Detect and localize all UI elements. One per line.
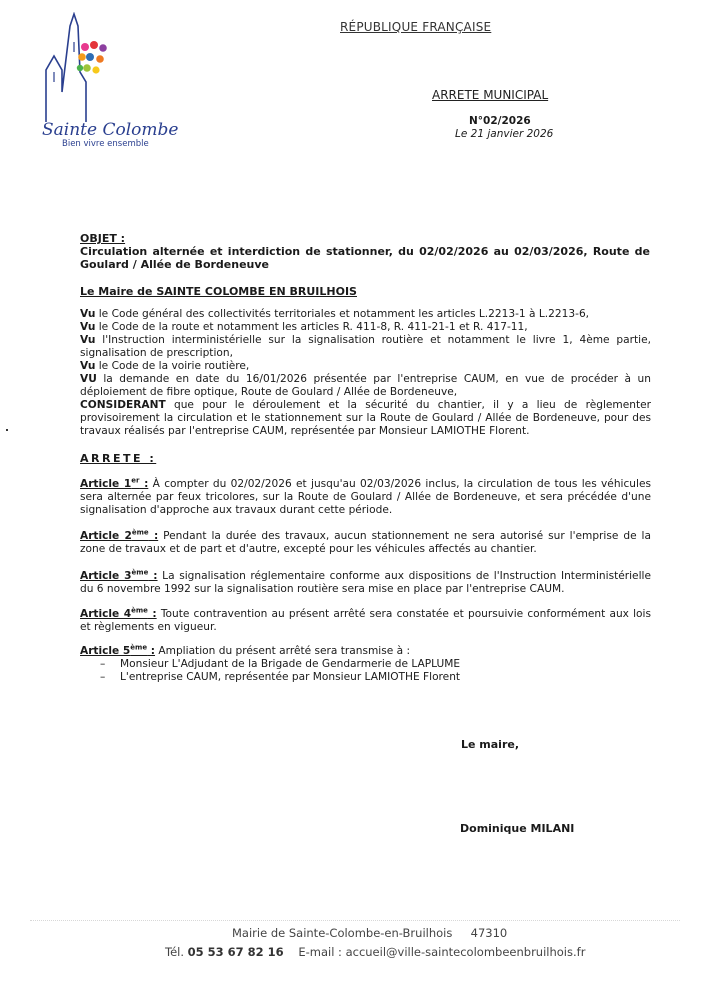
article-label: Article 4ème : [80,606,157,620]
footer-email: E-mail : accueil@ville-saintecolombeenbruilhois.fr [298,945,586,959]
footer-contact [165,945,585,959]
footer-tel-label: Tél. [165,945,184,959]
signature-title: Le maire, [461,738,520,751]
consideration-item: VU la demande en date du 16/01/2026 présentée par l'entreprise CAUM, en vue de procéder à un déploiement de fibre optique, Route de Goulard / Allée de Bordeneuve, [80,373,651,398]
article-2: Article 2ème : Pendant la durée des travaux, aucun stationnement ne sera autorisé sur l'emprise de la zone de travaux et de part et d'autre, excepté pour les véhicules affectés au chantier. [80,528,651,555]
maire-title: Le Maire de SAINTE COLOMBE EN BRUILHOIS [80,285,357,298]
signature-name: Dominique MILANI [460,822,575,835]
logo-dot [96,55,104,63]
consideration-item: CONSIDERANT que pour le déroulement et la sécurité du chantier, il y a lieu de règlementer provisoirement la circulation et le stationnement sur la Route de Goulard / Allée de Bordeneuve, pour des travaux réalisés par l'entreprise CAUM, représentée par Monsieur LAMIOTHE Florent. [80,399,651,437]
logo-name: Sainte Colombe [42,120,179,140]
logo-dot [78,53,86,61]
margin-mark [6,429,8,431]
distribution-item: – Monsieur L'Adjudant de la Brigade de Gendarmerie de LAPLUME [100,658,461,670]
article-3: Article 3ème : La signalisation réglementaire conforme aux dispositions de l'Instruction Interministérielle du 6 novembre 1992 sur la signalisation routière sera mise en place par l'entreprise CAUM. [80,568,651,595]
logo-dot [99,44,107,52]
logo-dot [86,53,94,61]
article-label: Article 5ème : [80,643,156,657]
article-4: Article 4ème : Toute contravention au présent arrêté sera constatée et poursuivie conformément aux lois et règlements en vigueur. [80,606,651,633]
article-label: Article 3ème : [80,568,158,582]
arrete-date: Le 21 janvier 2026 [455,128,554,140]
article-5: Article 5ème : Ampliation du présent arrêté sera transmise à : – Monsieur L'Adjudant de la Brigade de Gendarmerie de LAPLUME – L'entreprise CAUM, représentée par Monsieur LAMIOTHE Florent [80,645,651,684]
logo-dot [83,64,91,72]
logo-dot [90,41,98,49]
logo-dot [92,66,99,73]
objet-text: Circulation alternée et interdiction de stationner, du 02/02/2026 au 02/03/2026, Route de Goulard / Allée de Bordeneuve [80,245,650,271]
distribution-item: – L'entreprise CAUM, représentée par Monsieur LAMIOTHE Florent [100,671,461,683]
consideration-item: Vu l'Instruction interministérielle sur la signalisation routière et notamment le livre 1, 4ème partie, signalisation de prescription, [80,334,651,359]
logo-dot [81,43,89,51]
footer-tel: 05 53 67 82 16 [187,945,284,959]
footer-divider [30,920,680,921]
article-1: Article 1er : À compter du 02/02/2026 et jusqu'au 02/03/2026 inclus, la circulation de tous les véhicules sera alternée par feux tricolores, sur la Route de Goulard / Allée de Bordeneuve, et sera précédée d'une signalisation d'approche aux travaux durant cette période. [80,476,651,516]
objet-label: OBJET : [80,232,126,245]
arrete-number: N°02/2026 [469,115,531,127]
footer-address: Mairie de Sainte-Colombe-en-Bruilhois 47310 [232,926,508,940]
consideration-item: Vu le Code de la voirie routière, [80,360,250,372]
consideration-item: Vu le Code général des collectivités territoriales et notamment les articles L.2213-1 à L.2213-6, [80,308,590,320]
considerations-list [80,308,651,438]
republique-header: RÉPUBLIQUE FRANÇAISE [340,20,492,34]
article-label: Article 2ème : [80,528,159,542]
arrete-title: ARRETE MUNICIPAL [432,88,549,102]
logo-tagline: Bien vivre ensemble [62,139,149,149]
consideration-item: Vu le Code de la route et notamment les articles R. 411-8, R. 411-21-1 et R. 417-11, [80,321,528,333]
arrete-label: ARRETE : [80,452,157,465]
article-label: Article 1er : [80,476,149,490]
logo-dot [77,65,83,71]
